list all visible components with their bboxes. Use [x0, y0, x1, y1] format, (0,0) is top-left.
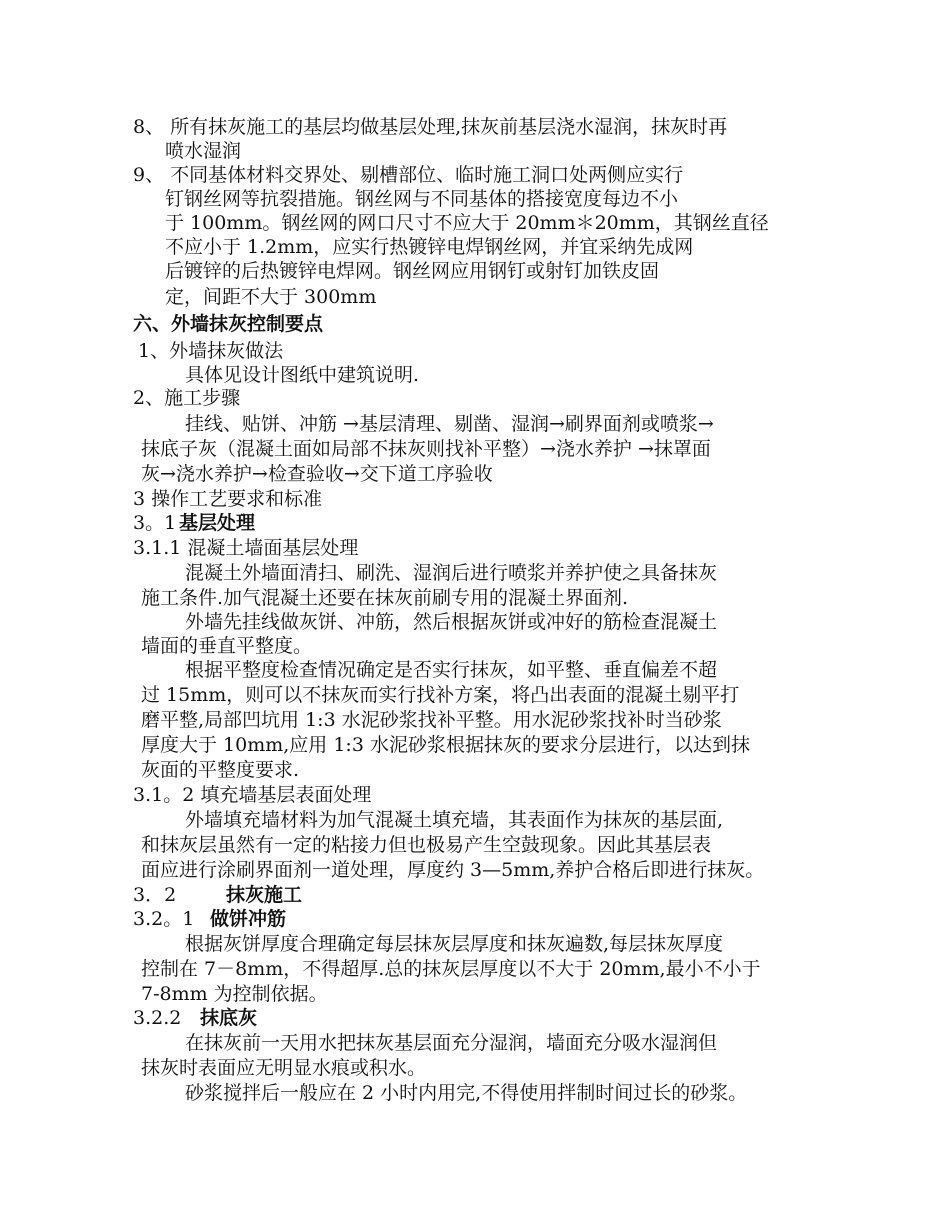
subsection-number: 3。1: [133, 512, 177, 534]
subsection-number: 3.2。1: [133, 908, 195, 930]
text-line: 灰→浇水养护→检查验收→交下道工序验收: [141, 463, 493, 485]
section-heading: 六、外墙抹灰控制要点: [133, 313, 324, 335]
text-line: 挂线、贴饼、冲筋 →基层清理、剔凿、湿润→刷界面剂或喷浆→: [185, 413, 714, 435]
subsection-title: 抹底灰: [200, 1007, 258, 1029]
text-line: 后镀锌的后热镀锌电焊网。钢丝网应用钢钉或射钉加铁皮固: [165, 260, 660, 282]
text-line: 具体见设计图纸中建筑说明.: [185, 364, 420, 386]
text-line: 不应小于 1.2mm，应实行热镀锌电焊钢丝网，并宜采纳先成网: [165, 236, 694, 258]
subsection-number: 3．2: [133, 884, 177, 906]
text-line: 施工条件.加气混凝土还要在抹灰前刷专用的混凝土界面剂.: [141, 587, 629, 609]
text-line: 于 100mm。钢丝网的网口尺寸不应大于 20mm＊20mm，其钢丝直径: [165, 212, 769, 234]
text-line: 外墙填充墙材料为加气混凝土填充墙，其表面作为抹灰的基层面,: [185, 809, 724, 831]
text-line: 墙面的垂直平整度。: [141, 635, 313, 657]
text-line: 喷水湿润: [165, 140, 242, 162]
text-line: 3 操作工艺要求和标准: [133, 488, 323, 510]
text-line: 混凝土外墙面清扫、刷洗、湿润后进行喷浆并养护使之具备抹灰: [185, 562, 718, 584]
text-line: 钉钢丝网等抗裂措施。钢丝网与不同基体的搭接宽度每边不小: [165, 188, 679, 210]
text-line: 2、施工步骤: [133, 387, 241, 409]
text-line: 磨平整,局部凹坑用 1:3 水泥砂浆找补平整。用水泥砂浆找补时当砂浆: [141, 709, 722, 731]
text-line: 根据灰饼厚度合理确定每层抹灰层厚度和抹灰遍数,每层抹灰厚度: [185, 933, 724, 955]
text-line: 厚度大于 10mm,应用 1:3 水泥砂浆根据抹灰的要求分层进行，以达到抹: [141, 734, 750, 756]
subsection-title: 抹灰施工: [226, 884, 303, 906]
text-line: 根据平整度检查情况确定是否实行抹灰，如平整、垂直偏差不超: [185, 659, 718, 681]
text-line: 3.1.1 混凝土墙面基层处理: [133, 537, 359, 559]
text-line: 7-8mm 为控制依据。: [141, 983, 328, 1005]
text-line: 抹底子灰（混凝土面如局部不抹灰则找补平整）→浇水养护 →抹罩面: [141, 438, 711, 460]
subsection-title: 做饼冲筋: [210, 908, 287, 930]
text-line: 和抹灰层虽然有一定的粘接力但也极易产生空鼓现象。因此其基层表: [141, 834, 712, 856]
text-line: 砂浆搅拌后一般应在 2 小时内用完,不得使用拌制时间过长的砂浆。: [185, 1082, 748, 1104]
text-line: 面应进行涂刷界面剂一道处理，厚度约 3—5mm,养护合格后即进行抹灰。: [141, 859, 765, 881]
text-line: 定，间距不大于 300mm: [165, 286, 377, 308]
text-line: 灰面的平整度要求.: [141, 759, 300, 781]
text-line: 过 15mm，则可以不抹灰而实行找补方案，将凸出表面的混凝土剔平打: [141, 684, 740, 706]
text-line: 抹灰时表面应无明显水痕或积水。: [141, 1057, 427, 1079]
subsection-title: 基层处理: [179, 512, 256, 534]
text-line: 3.1。2 填充墙基层表面处理: [133, 784, 372, 806]
subsection-number: 3.2.2: [133, 1007, 182, 1029]
text-line: 1、外墙抹灰做法: [138, 340, 284, 362]
text-line: 在抹灰前一天用水把抹灰基层面充分湿润，墙面充分吸水湿润但: [185, 1032, 718, 1054]
text-line: 外墙先挂线做灰饼、冲筋，然后根据灰饼或冲好的筋检查混凝土: [185, 611, 718, 633]
text-line: 9、 不同基体材料交界处、剔槽部位、临时施工洞口处两侧应实行: [133, 164, 684, 186]
text-line: 8、 所有抹灰施工的基层均做基层处理,抹灰前基层浇水湿润，抹灰时再: [133, 116, 728, 138]
text-line: 控制在 7－8mm，不得超厚.总的抹灰层厚度以不大于 20mm,最小不小于: [141, 958, 761, 980]
